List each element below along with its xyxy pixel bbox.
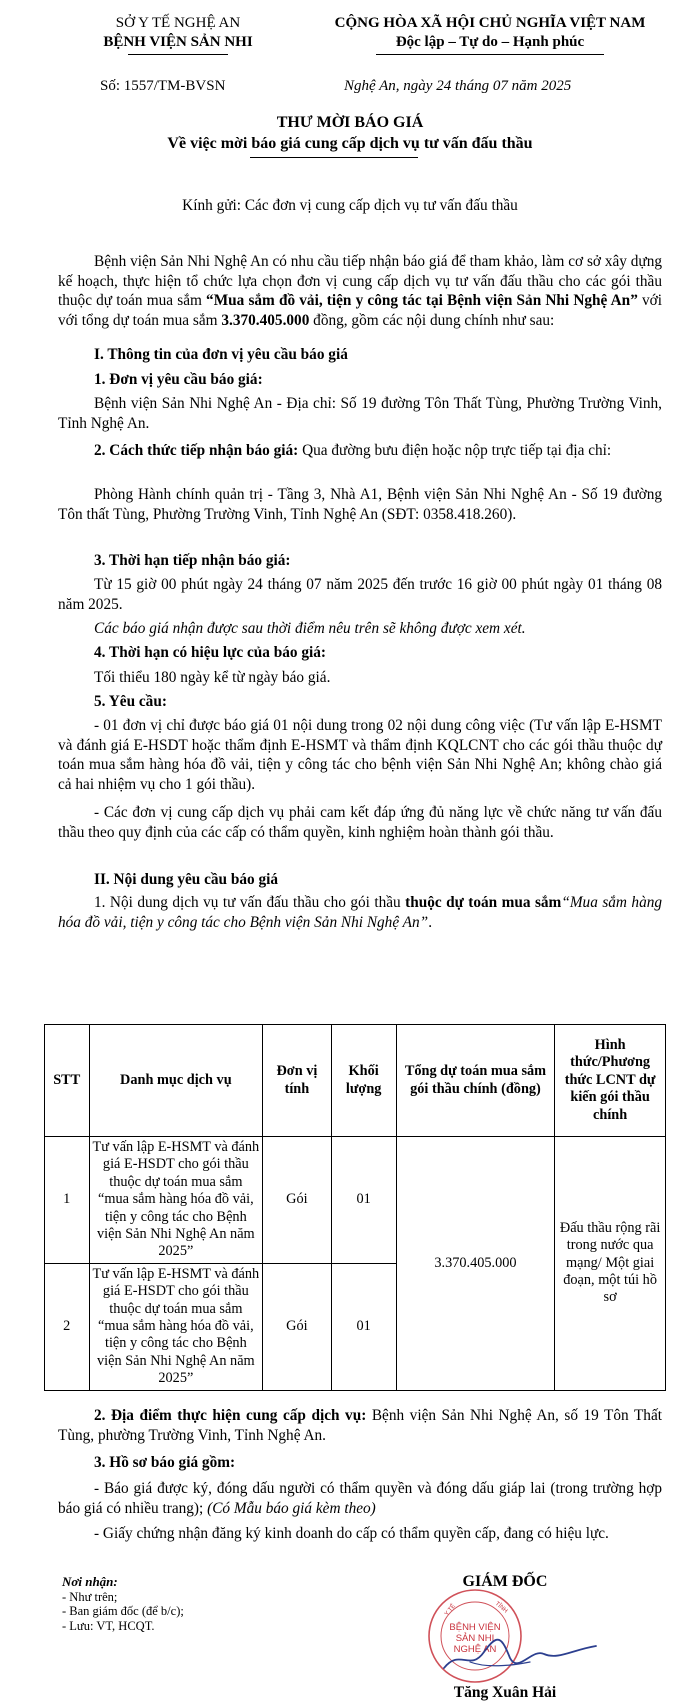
- stamp-line3: NGHỆ AN: [453, 1644, 497, 1655]
- s2-address: Phòng Hành chính quản trị - Tầng 3, Nhà A1, Bệnh viện Sản Nhi Nghệ An - Số 19 đường Tôn thất Tùng, Phường Trường Vinh, Tỉnh Nghệ An (SĐT: 0358.418.260).: [58, 486, 662, 523]
- svg-text:TỈNH: TỈNH: [493, 1600, 509, 1615]
- s2-p1-end: .: [428, 913, 433, 931]
- signer-name: Tăng Xuân Hải: [453, 1684, 557, 1701]
- th-service: Danh mục dịch vụ: [89, 1025, 263, 1137]
- th-total: Tổng dự toán mua sắm gói thầu chính (đồng): [396, 1025, 555, 1137]
- intro-paragraph: [58, 252, 662, 330]
- stamp-line2: SẢN NHI: [455, 1633, 495, 1644]
- s2-p1-project: “Mua sắm hàng hóa đồ vải, tiện y công tác cho Bệnh viện Sản Nhi Nghệ An”: [58, 894, 663, 931]
- doc-title: THƯ MỜI BÁO GIÁ: [276, 114, 424, 131]
- intro-text: Bệnh viện Sản Nhi Nghệ An có nhu cầu tiếp nhận báo giá để tham khảo, làm cơ sở xây dựng kế hoạch, thực hiện tổ chức lựa chọn đơn vị cung cấp dịch vụ tư vấn đấu thầu cho các gói thầu thuộc dự toán mua sắm: [58, 253, 662, 309]
- cell-method: Đấu thầu rộng rãi trong nước qua mạng/ Một giai đoạn, một túi hồ sơ: [555, 1137, 666, 1391]
- s2-p2-text: Bệnh viện Sản Nhi Nghệ An, số 19 Tôn Thất Tùng, phường Trường Vinh, Tỉnh Nghệ An.: [58, 1407, 662, 1444]
- cell-unit: Gói: [263, 1137, 331, 1264]
- s5-item2: - Các đơn vị cung cấp dịch vụ phải cam kết đáp ứng đủ năng lực về chức năng tư vấn đấu thầu theo quy định của các cấp có thẩm quyền, kinh nghiệm hoàn thành gói thầu.: [58, 804, 662, 841]
- intro-text-3: đồng, gồm các nội dung chính như sau:: [309, 311, 555, 329]
- recipient-line: Kính gửi: Các đơn vị cung cấp dịch vụ tư vấn đấu thầu: [182, 197, 518, 214]
- stamp-line1: BỆNH VIỆN: [449, 1622, 501, 1633]
- doc-subtitle: Về việc mời báo giá cung cấp dịch vụ tư vấn đấu thầu: [167, 135, 533, 152]
- nation-underline: [376, 54, 604, 55]
- s2-heading: 2. Cách thức tiếp nhận báo giá:: [94, 442, 299, 459]
- recipients-block: [62, 1575, 184, 1633]
- s2-p3-item1-text: - Báo giá được ký, đóng dấu người có thẩm quyền và đóng dấu giáp lai (trong trường hợp báo giá có nhiều trang);: [58, 1480, 662, 1517]
- cell-qty: 01: [331, 1263, 396, 1390]
- th-unit: Đơn vị tính: [263, 1025, 331, 1137]
- s2-p2: [58, 1406, 662, 1445]
- cell-stt: 2: [45, 1263, 90, 1390]
- s3-note: Các báo giá nhận được sau thời điểm nêu trên sẽ không được xem xét.: [94, 620, 526, 637]
- cell-total: 3.370.405.000: [396, 1137, 555, 1391]
- th-qty: Khối lượng: [331, 1025, 396, 1137]
- table-row: [45, 1137, 666, 1264]
- table-header-row: [45, 1025, 666, 1137]
- cell-unit: Gói: [263, 1263, 331, 1390]
- cell-service: Tư vấn lập E-HSMT và đánh giá E-HSDT cho gói thầu thuộc dự toán mua sắm “mua sắm hàng hóa đồ vải, tiện y công tác cho Bệnh viện Sản Nhi Nghệ An năm 2025”: [89, 1263, 263, 1390]
- s2-text: Qua đường bưu điện hoặc nộp trực tiếp tại địa chỉ:: [298, 442, 612, 459]
- signer-title: GIÁM ĐỐC: [462, 1573, 548, 1590]
- org-line1: SỞ Y TẾ NGHỆ AN: [115, 15, 241, 31]
- service-table: [44, 1024, 666, 1391]
- title-underline: [250, 157, 418, 158]
- s3-text: Từ 15 giờ 00 phút ngày 24 tháng 07 năm 2025 đến trước 16 giờ 00 phút ngày 01 tháng 08 năm 2025.: [58, 576, 662, 613]
- org-line2: BỆNH VIỆN SẢN NHI: [103, 34, 253, 50]
- s2-p3-item2: - Giấy chứng nhận đăng ký kinh doanh do cấp có thẩm quyền cấp, đang có hiệu lực.: [94, 1525, 609, 1542]
- org-block: [78, 14, 278, 52]
- th-stt: STT: [45, 1025, 90, 1137]
- th-method: Hình thức/Phương thức LCNT dự kiến gói thầu chính: [555, 1025, 666, 1137]
- s2-p3-item1-note: (Có Mẫu báo giá kèm theo): [207, 1499, 376, 1517]
- section2-heading: II. Nội dung yêu cầu báo giá: [94, 871, 279, 888]
- recipient-item: - Như trên;: [62, 1589, 118, 1604]
- signature: [440, 1628, 600, 1680]
- s5-item1: - 01 đơn vị chỉ được báo giá 01 nội dung trong 02 nội dung công việc (Tư vấn lập E-HSMT và đánh giá E-HSDT hoặc thẩm định E-HSMT và thẩm định KQLCNT cho các gói thầu thuộc dự toán mua sắm hàng hóa đồ vải, tiện y công tác cho bệnh viện Sản Nhi Nghệ An; không chào giá cả hai nhiệm vụ cho 1 gói thầu).: [58, 717, 662, 793]
- section1-heading: I. Thông tin của đơn vị yêu cầu báo giá: [94, 346, 348, 363]
- intro-text-2: với với tổng dự toán mua sắm: [58, 292, 662, 329]
- doc-number: Số: 1557/TM-BVSN: [100, 78, 226, 94]
- s2-p3-item1: [58, 1479, 662, 1518]
- s2-p1-bold: thuộc dự toán mua sắm: [405, 894, 562, 911]
- cell-stt: 1: [45, 1137, 90, 1264]
- s1-heading: 1. Đơn vị yêu cầu báo giá:: [94, 371, 263, 388]
- intro-total-amount: 3.370.405.000: [221, 311, 310, 329]
- cell-service: Tư vấn lập E-HSMT và đánh giá E-HSDT cho gói thầu thuộc dự toán mua sắm “mua sắm hàng hóa đồ vải, tiện y công tác cho Bệnh viện Sản Nhi Nghệ An năm 2025”: [89, 1137, 263, 1264]
- org-underline: [128, 54, 228, 55]
- nation-line2: Độc lập – Tự do – Hạnh phúc: [395, 34, 585, 50]
- cell-qty: 01: [331, 1137, 396, 1264]
- s1-text: Bệnh viện Sản Nhi Nghệ An - Địa chỉ: Số 19 đường Tôn Thất Tùng, Phường Trường Vinh, Tỉnh Nghệ An.: [58, 395, 662, 432]
- s2-paragraph: [58, 441, 662, 461]
- s2-p2-heading: 2. Địa điểm thực hiện cung cấp dịch vụ:: [94, 1407, 367, 1424]
- s2-p1: [58, 893, 662, 932]
- recipients-title: Nơi nhận:: [62, 1574, 118, 1589]
- s2-p3-heading: 3. Hồ sơ báo giá gồm:: [94, 1454, 236, 1471]
- s5-heading: 5. Yêu cầu:: [94, 693, 167, 710]
- nation-block: [300, 14, 680, 52]
- recipient-item: - Ban giám đốc (để b/c);: [62, 1604, 184, 1618]
- s2-p1-text: 1. Nội dung dịch vụ tư vấn đấu thầu cho gói thầu: [94, 894, 406, 911]
- intro-project-name: “Mua sắm đồ vải, tiện y công tác tại Bệnh viện Sản Nhi Nghệ An”: [206, 292, 638, 309]
- nation-line1: CỘNG HÒA XÃ HỘI CHỦ NGHĨA VIỆT NAM: [334, 15, 646, 31]
- s4-text: Tối thiểu 180 ngày kể từ ngày báo giá.: [94, 669, 331, 686]
- recipient-item: - Lưu: VT, HCQT.: [62, 1618, 155, 1633]
- place-date: Nghệ An, ngày 24 tháng 07 năm 2025: [344, 78, 572, 94]
- svg-text:Y TẾ: Y TẾ: [443, 1603, 457, 1618]
- s4-heading: 4. Thời hạn có hiệu lực của báo giá:: [94, 644, 326, 661]
- s3-heading: 3. Thời hạn tiếp nhận báo giá:: [94, 552, 291, 569]
